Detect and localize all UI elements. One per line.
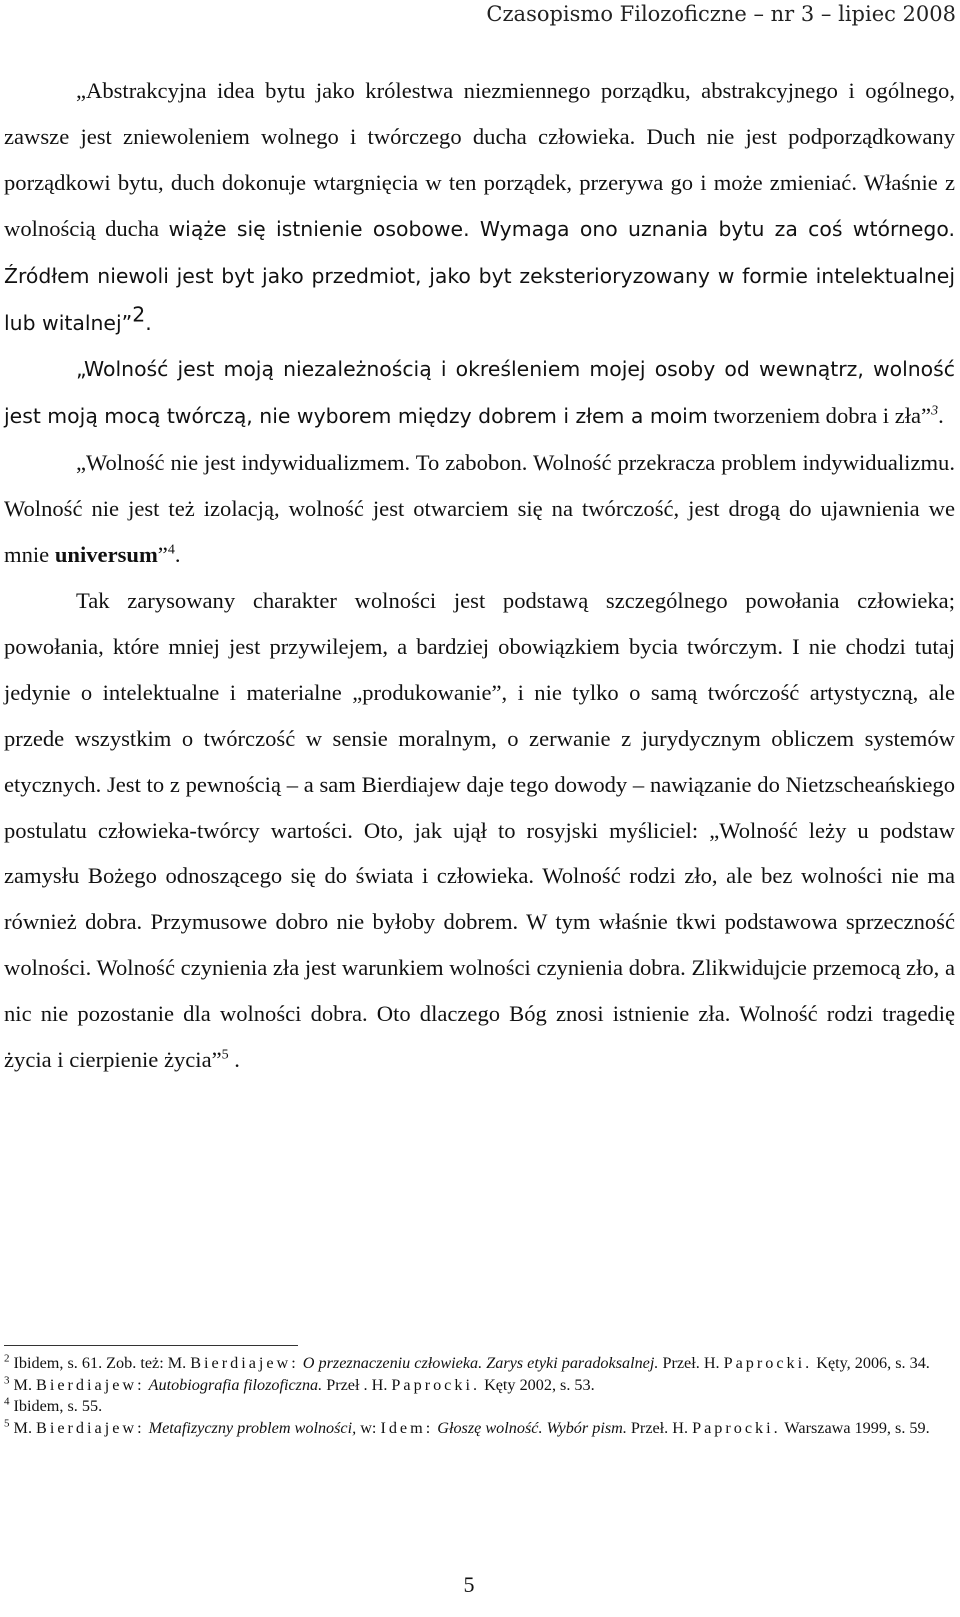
footnote-translator: Paprocki. <box>692 1418 781 1437</box>
footnote-number: 4 <box>4 1395 10 1408</box>
quote-1-part-a: „Abstrakcyjna idea bytu jako królestwa niezmiennego porządku, abstrakcyjnego i ogólnego, zawsze jest zniewoleniem wolnego i twórczego ducha człowieka. Duch nie jest podporządkowany porządkowi bytu, duch dokonuje wtargnięcia w ten porządek, przerywa go i może zmieniać. Właśnie z wolnością ducha <box>4 78 955 241</box>
paragraph-main <box>4 578 955 1083</box>
footnote-translator: Paprocki. <box>723 1354 813 1372</box>
footnote-ref-2[interactable]: 2 <box>132 302 146 326</box>
footnote-text: Kęty 2002, s. 53. <box>480 1375 595 1394</box>
footnote-5 <box>4 1418 955 1440</box>
footnote-text: Przeł . H. <box>322 1375 392 1394</box>
paragraph-quote-1 <box>4 68 955 346</box>
footnote-ref-3[interactable]: 3 <box>931 403 939 419</box>
footnote-separator <box>4 1345 298 1346</box>
footnote-ref-4[interactable]: 4 <box>167 542 175 558</box>
quote-2-end: . <box>938 403 944 429</box>
quote-2-part-b: tworzeniem dobra i zła” <box>713 403 932 429</box>
footnote-title: Autobiografia filozoficzna. <box>148 1375 323 1394</box>
footnote-author: Bierdiajew: <box>190 1354 299 1372</box>
footnote-title: Głoszę wolność. Wybór pism. <box>437 1418 627 1437</box>
footnote-text: Ibidem, s. 55. <box>9 1397 103 1416</box>
quote-2-part-a: „Wolność jest moją niezależnością i określeniem mojej osoby od wewnątrz, wolność jest moją mocą twórczą, nie wyborem między dobrem i złem a moim <box>4 357 955 429</box>
page-number: 5 <box>463 1572 475 1597</box>
footnote-title: O przeznaczeniu człowieka. Zarys etyki paradoksalnej. <box>302 1354 659 1372</box>
footnote-idem: Idem: <box>380 1418 434 1437</box>
universum-term: universum <box>54 542 158 568</box>
quote-3-close: ” <box>157 542 168 568</box>
footnotes <box>4 1353 955 1439</box>
running-header: Czasopismo Filozoficzne – nr 3 – lipiec 2008 <box>486 2 956 26</box>
footnote-ref-5[interactable]: 5 <box>221 1047 229 1063</box>
quote-1-part-b: wiąże się istnienie osobowe. Wymaga ono uznania bytu za coś wtórnego. Źródłem niewoli jest byt jako przedmiot, jako byt zeksterioryzowany w formie intelektualnej lub witalnej” <box>4 216 955 335</box>
footnote-4 <box>4 1396 955 1418</box>
footnote-author: Bierdiajew: <box>36 1375 145 1394</box>
footnote-title: Metafizyczny problem wolności, <box>148 1418 357 1437</box>
footnote-text: w: <box>356 1418 381 1437</box>
footnote-2 <box>4 1353 955 1375</box>
footnote-text: Kęty, 2006, s. 34. <box>812 1354 930 1372</box>
footnote-text: M. <box>9 1375 37 1394</box>
quote-3-text: „Wolność nie jest indywidualizmem. To zabobon. Wolność przekracza problem indywidualizmu. Wolność nie jest też izolacją, wolność jest otwarciem się na twórczość, jest drogą do ujawnienia we mnie <box>4 450 955 568</box>
footnote-number: 5 <box>4 1417 10 1430</box>
quote-3-end: . <box>174 542 181 568</box>
body-text <box>4 68 955 1083</box>
quote-1-end: . <box>145 310 152 335</box>
paragraph-quote-2 <box>4 346 955 440</box>
footnote-3 <box>4 1375 955 1397</box>
footnote-text: Przeł. H. <box>626 1418 693 1437</box>
footnote-author: Bierdiajew: <box>36 1418 145 1437</box>
footnote-text: Warszawa 1999, s. 59. <box>780 1418 930 1437</box>
footnote-text: M. <box>9 1418 37 1437</box>
footnote-number: 3 <box>4 1374 10 1387</box>
footnote-text: Przeł. H. <box>658 1354 724 1372</box>
footnote-translator: Paprocki. <box>391 1375 481 1394</box>
footnote-number: 2 <box>4 1352 10 1365</box>
paragraph-quote-3 <box>4 440 955 578</box>
footnote-text: Ibidem, s. 61. Zob. też: M. <box>9 1354 191 1372</box>
main-paragraph-text: Tak zarysowany charakter wolności jest podstawą szczególnego powołania człowieka; powołania, które mniej jest przywilejem, a bardziej obowiązkiem bycia twórczym. I nie chodzi tutaj jedynie o intelektualne i materialne „produkowanie”, i nie tylko o samą twórczość artystyczną, ale przede wszystkim o twórczość w sensie moralnym, o zerwanie z jurydycznym obliczem systemów etycznych. Jest to z pewnością – a sam Bierdiajew daje tego dowody – nawiązanie do Nietzscheańskiego postulatu człowieka-twórcy wartości. Oto, jak ujął to rosyjski myśliciel: „Wolność leży u podstaw zamysłu Bożego odnoszącego się do świata i człowieka. Wolność rodzi zło, ale bez wolności nie ma również dobra. Przymusowe dobro nie byłoby dobrem. W tym właśnie tkwi podstawowa sprzeczność wolności. Wolność czynienia zła jest warunkiem wolności czynienia dobra. Zlikwidujcie przemocą zło, a nic nie pozostanie dla wolności dobra. Oto dlaczego Bóg znosi istnienie zła. Wolność rodzi tragedię życia i cierpienie życia” <box>4 587 955 1073</box>
main-paragraph-end: . <box>228 1047 240 1073</box>
